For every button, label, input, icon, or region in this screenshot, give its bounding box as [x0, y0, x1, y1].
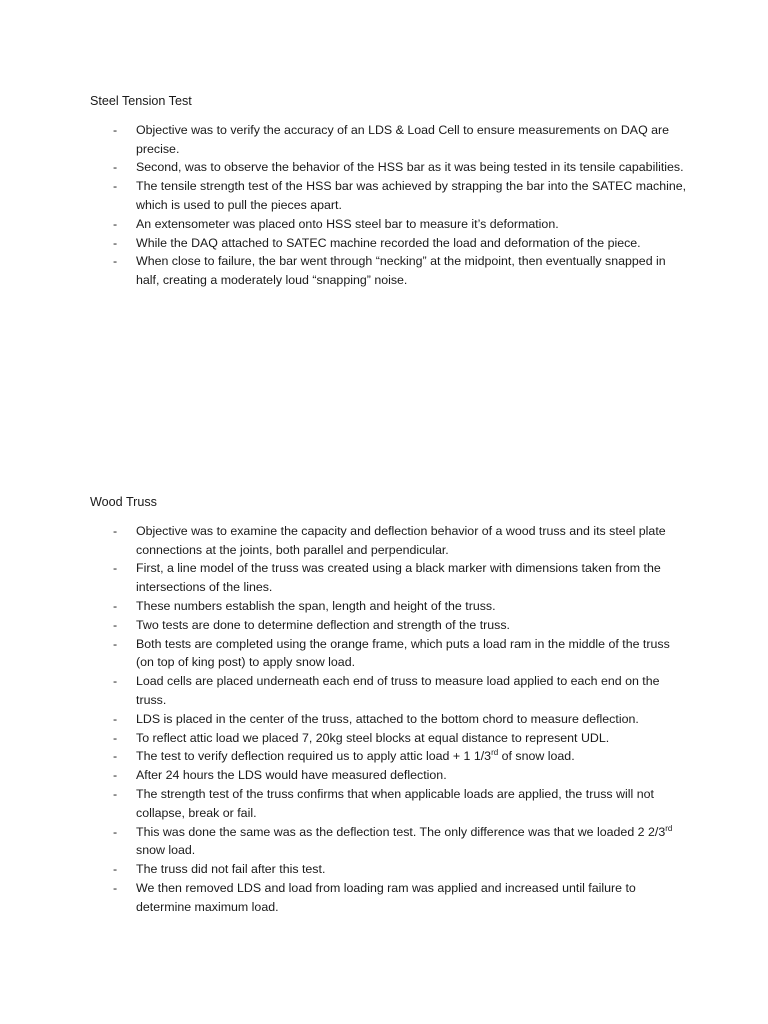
- list-item: [90, 860, 690, 879]
- dash-bullet-icon: -: [113, 561, 118, 576]
- list-item: [90, 215, 690, 234]
- wood-truss-list: [90, 522, 690, 917]
- dash-bullet-icon: -: [113, 523, 118, 538]
- dash-bullet-icon: -: [113, 674, 118, 689]
- list-item-text-suffix: snow load.: [136, 843, 196, 858]
- list-item: [90, 635, 690, 673]
- dash-bullet-icon: -: [113, 862, 118, 877]
- list-item-text: Load cells are placed underneath each end of truss to measure load applied to each end on the truss.: [136, 674, 660, 707]
- list-item-text: Second, was to observe the behavior of the HSS bar as it was being tested in its tensile capabilities.: [136, 160, 684, 175]
- list-item-text: Objective was to verify the accuracy of an LDS & Load Cell to ensure measurements on DAQ are precise.: [136, 122, 670, 156]
- dash-bullet-icon: -: [113, 254, 118, 269]
- dash-bullet-icon: -: [113, 749, 118, 764]
- list-item-text: The test to verify deflection required us to apply attic load + 1 1/3: [136, 749, 492, 764]
- section-heading-wood-truss: Wood Truss: [90, 495, 157, 509]
- list-item-text: Two tests are done to determine deflection and strength of the truss.: [136, 617, 510, 632]
- list-item: [90, 234, 690, 253]
- ordinal-superscript: rd: [491, 748, 499, 758]
- list-item: [90, 559, 690, 597]
- list-item: [90, 121, 690, 159]
- dash-bullet-icon: -: [113, 122, 118, 137]
- list-item-text: While the DAQ attached to SATEC machine recorded the load and deformation of the piece.: [136, 235, 641, 250]
- list-item-text: This was done the same was as the deflection test. The only difference was that we loaded 2 2/3: [136, 824, 666, 839]
- list-item: [90, 879, 690, 917]
- list-item-text: After 24 hours the LDS would have measured deflection.: [136, 768, 447, 783]
- list-item: [90, 616, 690, 635]
- ordinal-superscript: rd: [665, 823, 673, 833]
- steel-tension-list: [90, 121, 690, 290]
- list-item-text: These numbers establish the span, length and height of the truss.: [136, 598, 496, 613]
- list-item: [90, 747, 690, 766]
- dash-bullet-icon: -: [113, 598, 118, 613]
- dash-bullet-icon: -: [113, 786, 118, 801]
- dash-bullet-icon: -: [113, 617, 118, 632]
- wood-truss-section: [90, 493, 690, 917]
- list-item: [90, 522, 690, 560]
- list-item: [90, 785, 690, 823]
- section-heading-steel-tension: Steel Tension Test: [90, 94, 192, 108]
- list-item-text: LDS is placed in the center of the truss, attached to the bottom chord to measure deflection.: [136, 711, 639, 726]
- list-item-text: We then removed LDS and load from loading ram was applied and increased until failure to determine maximum load.: [136, 880, 636, 914]
- list-item-text: When close to failure, the bar went through “necking” at the midpoint, then eventually snapped in half, creating a moderately loud “snapping” noise.: [136, 254, 666, 288]
- steel-tension-section: [90, 92, 690, 290]
- list-item: [90, 597, 690, 616]
- list-item: [90, 252, 690, 290]
- dash-bullet-icon: -: [113, 216, 118, 231]
- list-item-text-suffix: of snow load.: [498, 749, 575, 764]
- list-item: [90, 766, 690, 785]
- list-item: [90, 729, 690, 748]
- list-item-text: To reflect attic load we placed 7, 20kg steel blocks at equal distance to represent UDL.: [136, 730, 610, 745]
- dash-bullet-icon: -: [113, 768, 118, 783]
- dash-bullet-icon: -: [113, 235, 118, 250]
- dash-bullet-icon: -: [113, 824, 118, 839]
- dash-bullet-icon: -: [113, 880, 118, 895]
- list-item: [90, 158, 690, 177]
- list-item: [90, 177, 690, 215]
- list-item: [90, 823, 690, 861]
- list-item-text: The tensile strength test of the HSS bar was achieved by strapping the bar into the SATEC machine, which is used to pull the pieces apart.: [136, 179, 687, 212]
- list-item-text: Objective was to examine the capacity and deflection behavior of a wood truss and its steel plate connections at the joints, both parallel and perpendicular.: [136, 523, 666, 557]
- dash-bullet-icon: -: [113, 636, 118, 651]
- list-item: [90, 672, 690, 710]
- list-item-text: An extensometer was placed onto HSS steel bar to measure it’s deformation.: [136, 216, 559, 231]
- list-item-text: The strength test of the truss confirms that when applicable loads are applied, the truss will not collapse, break or fail.: [136, 786, 654, 820]
- list-item: [90, 710, 690, 729]
- list-item-text: Both tests are completed using the orange frame, which puts a load ram in the middle of the truss (on top of king post) to apply snow load.: [136, 636, 670, 670]
- list-item-text: The truss did not fail after this test.: [136, 862, 326, 877]
- list-item-text: First, a line model of the truss was created using a black marker with dimensions taken from the intersections of the lines.: [136, 561, 661, 595]
- dash-bullet-icon: -: [113, 179, 118, 194]
- dash-bullet-icon: -: [113, 160, 118, 175]
- dash-bullet-icon: -: [113, 730, 118, 745]
- dash-bullet-icon: -: [113, 711, 118, 726]
